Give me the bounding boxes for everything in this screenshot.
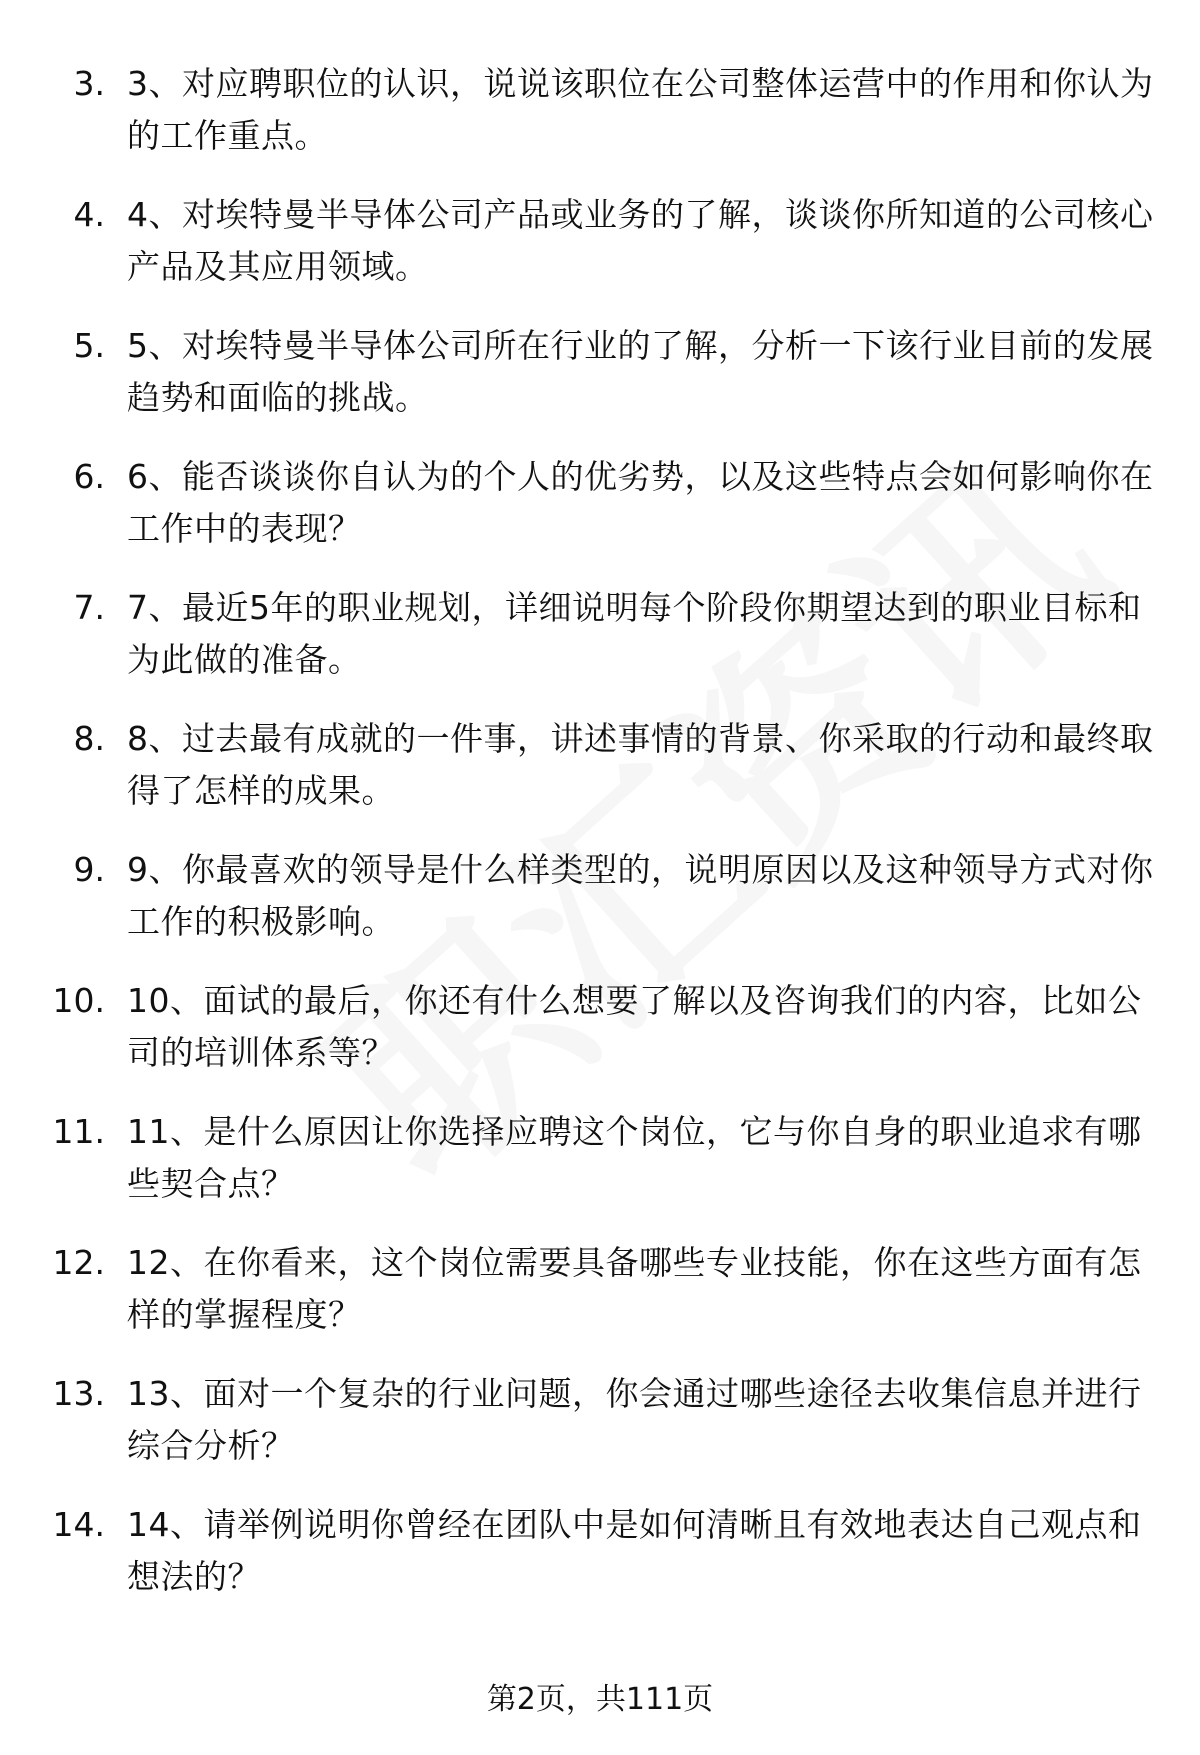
question-item (0, 713, 1200, 844)
question-item (0, 451, 1200, 582)
question-text: 4、对埃特曼半导体公司产品或业务的了解，谈谈你所知道的公司核心产品及其应用领域。 (127, 195, 1154, 286)
question-text: 12、在你看来，这个岗位需要具备哪些专业技能，你在这些方面有怎样的掌握程度？ (127, 1243, 1142, 1334)
question-text: 6、能否谈谈你自认为的个人的优劣势，以及这些特点会如何影响你在工作中的表现？ (127, 457, 1154, 548)
question-text: 14、请举例说明你曾经在团队中是如何清晰且有效地表达自己观点和想法的？ (127, 1505, 1142, 1596)
question-text: 9、你最喜欢的领导是什么样类型的，说明原因以及这种领导方式对你工作的积极影响。 (127, 850, 1154, 941)
question-text: 10、面试的最后，你还有什么想要了解以及咨询我们的内容，比如公司的培训体系等？ (127, 981, 1142, 1072)
question-text: 5、对埃特曼半导体公司所在行业的了解，分析一下该行业目前的发展趋势和面临的挑战。 (127, 326, 1154, 417)
question-list (0, 58, 1200, 1630)
question-text: 8、过去最有成就的一件事，讲述事情的背景、你采取的行动和最终取得了怎样的成果。 (127, 719, 1154, 810)
question-item (0, 1368, 1200, 1499)
question-item (0, 1106, 1200, 1237)
question-item (0, 320, 1200, 451)
question-number: 9. (73, 850, 105, 889)
question-text: 3、对应聘职位的认识，说说该职位在公司整体运营中的作用和你认为的工作重点。 (127, 64, 1154, 155)
question-item (0, 58, 1200, 189)
question-text: 13、面对一个复杂的行业问题，你会通过哪些途径去收集信息并进行综合分析？ (127, 1374, 1142, 1465)
question-number: 10. (52, 981, 105, 1020)
question-number: 5. (73, 326, 105, 365)
question-item (0, 975, 1200, 1106)
question-number: 8. (73, 719, 105, 758)
question-item (0, 844, 1200, 975)
question-item (0, 582, 1200, 713)
question-number: 11. (52, 1112, 105, 1151)
page-number-footer: 第2页，共111页 (486, 1682, 714, 1717)
question-number: 3. (73, 64, 105, 103)
question-number: 12. (52, 1243, 105, 1282)
question-number: 4. (73, 195, 105, 234)
question-text: 7、最近5年的职业规划，详细说明每个阶段你期望达到的职业目标和为此做的准备。 (127, 588, 1142, 679)
question-number: 6. (73, 457, 105, 496)
question-item (0, 1499, 1200, 1630)
question-number: 7. (73, 588, 105, 627)
question-number: 14. (52, 1505, 105, 1544)
question-item (0, 189, 1200, 320)
question-number: 13. (52, 1374, 105, 1413)
question-item (0, 1237, 1200, 1368)
question-text: 11、是什么原因让你选择应聘这个岗位，它与你自身的职业追求有哪些契合点？ (127, 1112, 1142, 1203)
